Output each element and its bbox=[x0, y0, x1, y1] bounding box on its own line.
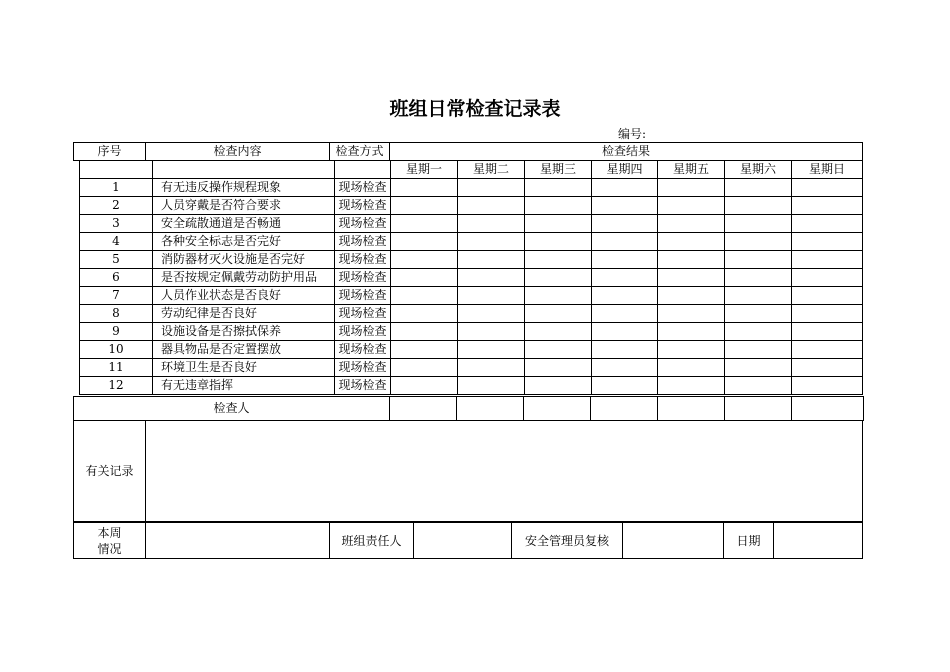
day-header: 星期二 bbox=[458, 161, 525, 179]
result-cell[interactable] bbox=[592, 197, 658, 215]
blank-cell bbox=[153, 161, 335, 179]
row-seq: 7 bbox=[80, 287, 153, 305]
result-cell[interactable] bbox=[525, 197, 592, 215]
records-label: 有关记录 bbox=[74, 421, 146, 522]
result-cell[interactable] bbox=[592, 233, 658, 251]
checklist-table bbox=[79, 160, 863, 395]
result-cell[interactable] bbox=[725, 269, 792, 287]
result-cell[interactable] bbox=[458, 287, 525, 305]
row-seq: 3 bbox=[80, 215, 153, 233]
inspector-label: 检查人 bbox=[74, 397, 390, 421]
row-content: 环境卫生是否良好 bbox=[153, 359, 335, 377]
serial-number-label: 编号: bbox=[618, 127, 647, 141]
week-label-line2: 情况 bbox=[97, 541, 122, 556]
result-cell[interactable] bbox=[725, 251, 792, 269]
team-leader-field[interactable] bbox=[414, 523, 512, 559]
result-cell[interactable] bbox=[592, 341, 658, 359]
day-header: 星期四 bbox=[592, 161, 658, 179]
result-cell[interactable] bbox=[458, 251, 525, 269]
result-cell[interactable] bbox=[458, 197, 525, 215]
header-table bbox=[73, 142, 863, 161]
result-cell[interactable] bbox=[658, 305, 725, 323]
result-cell[interactable] bbox=[458, 323, 525, 341]
team-leader-label: 班组责任人 bbox=[330, 523, 414, 559]
result-cell[interactable] bbox=[658, 341, 725, 359]
row-seq: 6 bbox=[80, 269, 153, 287]
result-cell[interactable] bbox=[458, 179, 525, 197]
day-header: 星期一 bbox=[391, 161, 458, 179]
result-cell[interactable] bbox=[458, 233, 525, 251]
inspector-sign-cell[interactable] bbox=[658, 397, 725, 421]
week-summary-label bbox=[74, 523, 146, 559]
row-content: 人员作业状态是否良好 bbox=[153, 287, 335, 305]
row-seq: 8 bbox=[80, 305, 153, 323]
date-field[interactable] bbox=[774, 523, 863, 559]
row-seq: 1 bbox=[80, 179, 153, 197]
table-row bbox=[80, 179, 863, 197]
week-summary-field[interactable] bbox=[146, 523, 330, 559]
result-cell[interactable] bbox=[792, 197, 863, 215]
result-cell[interactable] bbox=[525, 287, 592, 305]
result-cell[interactable] bbox=[592, 323, 658, 341]
result-cell[interactable] bbox=[525, 233, 592, 251]
result-cell[interactable] bbox=[592, 359, 658, 377]
result-cell[interactable] bbox=[391, 179, 458, 197]
result-cell[interactable] bbox=[391, 323, 458, 341]
row-content: 有无违反操作规程现象 bbox=[153, 179, 335, 197]
result-cell[interactable] bbox=[525, 215, 592, 233]
table-row bbox=[80, 341, 863, 359]
row-content: 各种安全标志是否完好 bbox=[153, 233, 335, 251]
inspector-sign-cell[interactable] bbox=[725, 397, 792, 421]
result-cell[interactable] bbox=[725, 215, 792, 233]
safety-review-field[interactable] bbox=[623, 523, 724, 559]
row-content: 安全疏散通道是否畅通 bbox=[153, 215, 335, 233]
day-header: 星期三 bbox=[525, 161, 592, 179]
row-content: 劳动纪律是否良好 bbox=[153, 305, 335, 323]
result-cell[interactable] bbox=[458, 341, 525, 359]
result-cell[interactable] bbox=[525, 269, 592, 287]
result-cell[interactable] bbox=[592, 377, 658, 395]
row-method: 现场检查 bbox=[335, 179, 391, 197]
table-row bbox=[80, 251, 863, 269]
row-method: 现场检查 bbox=[335, 377, 391, 395]
week-label-line1: 本周 bbox=[97, 525, 122, 540]
result-cell[interactable] bbox=[792, 233, 863, 251]
result-cell[interactable] bbox=[792, 269, 863, 287]
result-cell[interactable] bbox=[391, 341, 458, 359]
table-row bbox=[80, 323, 863, 341]
result-cell[interactable] bbox=[592, 287, 658, 305]
row-seq: 5 bbox=[80, 251, 153, 269]
result-cell[interactable] bbox=[458, 377, 525, 395]
result-cell[interactable] bbox=[592, 305, 658, 323]
result-cell[interactable] bbox=[592, 269, 658, 287]
row-method: 现场检查 bbox=[335, 341, 391, 359]
result-cell[interactable] bbox=[658, 323, 725, 341]
row-seq: 4 bbox=[80, 233, 153, 251]
form-title: 班组日常检查记录表 bbox=[389, 98, 561, 120]
row-method: 现场检查 bbox=[335, 287, 391, 305]
row-seq: 12 bbox=[80, 377, 153, 395]
result-cell[interactable] bbox=[792, 359, 863, 377]
table-row bbox=[80, 305, 863, 323]
inspector-sign-cell[interactable] bbox=[591, 397, 658, 421]
table-row bbox=[80, 197, 863, 215]
inspector-sign-cell[interactable] bbox=[457, 397, 524, 421]
result-cell[interactable] bbox=[391, 377, 458, 395]
result-cell[interactable] bbox=[391, 197, 458, 215]
result-cell[interactable] bbox=[792, 341, 863, 359]
result-cell[interactable] bbox=[792, 377, 863, 395]
result-cell[interactable] bbox=[792, 323, 863, 341]
row-seq: 10 bbox=[80, 341, 153, 359]
bottom-table bbox=[73, 396, 864, 421]
day-header: 星期五 bbox=[658, 161, 725, 179]
blank-cell bbox=[335, 161, 391, 179]
result-cell[interactable] bbox=[391, 305, 458, 323]
result-cell[interactable] bbox=[725, 377, 792, 395]
table-row bbox=[80, 233, 863, 251]
header-content: 检查内容 bbox=[146, 143, 330, 161]
result-cell[interactable] bbox=[525, 251, 592, 269]
records-table bbox=[73, 420, 863, 522]
row-method: 现场检查 bbox=[335, 215, 391, 233]
day-header: 星期六 bbox=[725, 161, 792, 179]
row-method: 现场检查 bbox=[335, 251, 391, 269]
row-seq: 9 bbox=[80, 323, 153, 341]
row-method: 现场检查 bbox=[335, 305, 391, 323]
safety-review-label: 安全管理员复核 bbox=[512, 523, 623, 559]
result-cell[interactable] bbox=[592, 179, 658, 197]
result-cell[interactable] bbox=[725, 179, 792, 197]
inspector-sign-cell[interactable] bbox=[390, 397, 457, 421]
result-cell[interactable] bbox=[525, 179, 592, 197]
header-method: 检查方式 bbox=[330, 143, 390, 161]
row-method: 现场检查 bbox=[335, 359, 391, 377]
inspector-sign-cell[interactable] bbox=[792, 397, 864, 421]
row-content: 器具物品是否定置摆放 bbox=[153, 341, 335, 359]
row-method: 现场检查 bbox=[335, 197, 391, 215]
row-content: 是否按规定佩戴劳动防护用品 bbox=[153, 269, 335, 287]
table-row bbox=[80, 215, 863, 233]
result-cell[interactable] bbox=[658, 251, 725, 269]
table-row bbox=[80, 377, 863, 395]
row-content: 设施设备是否擦拭保养 bbox=[153, 323, 335, 341]
row-method: 现场检查 bbox=[335, 269, 391, 287]
inspector-sign-cell[interactable] bbox=[524, 397, 591, 421]
result-cell[interactable] bbox=[725, 197, 792, 215]
result-cell[interactable] bbox=[725, 323, 792, 341]
result-cell[interactable] bbox=[792, 215, 863, 233]
table-row bbox=[80, 287, 863, 305]
result-cell[interactable] bbox=[525, 305, 592, 323]
result-cell[interactable] bbox=[458, 215, 525, 233]
result-cell[interactable] bbox=[391, 233, 458, 251]
result-cell[interactable] bbox=[658, 197, 725, 215]
result-cell[interactable] bbox=[391, 215, 458, 233]
result-cell[interactable] bbox=[725, 341, 792, 359]
table-row bbox=[80, 359, 863, 377]
result-cell[interactable] bbox=[792, 251, 863, 269]
result-cell[interactable] bbox=[725, 233, 792, 251]
day-header-row bbox=[80, 161, 863, 179]
result-cell[interactable] bbox=[792, 305, 863, 323]
result-cell[interactable] bbox=[458, 305, 525, 323]
result-cell[interactable] bbox=[525, 359, 592, 377]
result-cell[interactable] bbox=[525, 323, 592, 341]
result-cell[interactable] bbox=[391, 251, 458, 269]
result-cell[interactable] bbox=[458, 269, 525, 287]
header-seq: 序号 bbox=[74, 143, 146, 161]
footer-table bbox=[73, 522, 863, 559]
result-cell[interactable] bbox=[525, 341, 592, 359]
row-content: 有无违章指挥 bbox=[153, 377, 335, 395]
result-cell[interactable] bbox=[658, 287, 725, 305]
result-cell[interactable] bbox=[592, 251, 658, 269]
row-method: 现场检查 bbox=[335, 323, 391, 341]
result-cell[interactable] bbox=[391, 269, 458, 287]
row-method: 现场检查 bbox=[335, 233, 391, 251]
date-label: 日期 bbox=[724, 523, 774, 559]
result-cell[interactable] bbox=[658, 269, 725, 287]
result-cell[interactable] bbox=[658, 215, 725, 233]
result-cell[interactable] bbox=[525, 377, 592, 395]
result-cell[interactable] bbox=[725, 287, 792, 305]
result-cell[interactable] bbox=[792, 179, 863, 197]
records-field[interactable] bbox=[146, 421, 863, 522]
header-result: 检查结果 bbox=[390, 143, 863, 161]
result-cell[interactable] bbox=[658, 359, 725, 377]
result-cell[interactable] bbox=[458, 359, 525, 377]
row-seq: 11 bbox=[80, 359, 153, 377]
blank-cell bbox=[80, 161, 153, 179]
result-cell[interactable] bbox=[391, 287, 458, 305]
result-cell[interactable] bbox=[792, 287, 863, 305]
row-content: 人员穿戴是否符合要求 bbox=[153, 197, 335, 215]
row-seq: 2 bbox=[80, 197, 153, 215]
result-cell[interactable] bbox=[725, 359, 792, 377]
table-row bbox=[80, 269, 863, 287]
result-cell[interactable] bbox=[658, 377, 725, 395]
inspector-row bbox=[74, 397, 864, 421]
row-content: 消防器材灭火设施是否完好 bbox=[153, 251, 335, 269]
result-cell[interactable] bbox=[725, 305, 792, 323]
result-cell[interactable] bbox=[658, 233, 725, 251]
result-cell[interactable] bbox=[391, 359, 458, 377]
result-cell[interactable] bbox=[658, 179, 725, 197]
result-cell[interactable] bbox=[592, 215, 658, 233]
day-header: 星期日 bbox=[792, 161, 863, 179]
